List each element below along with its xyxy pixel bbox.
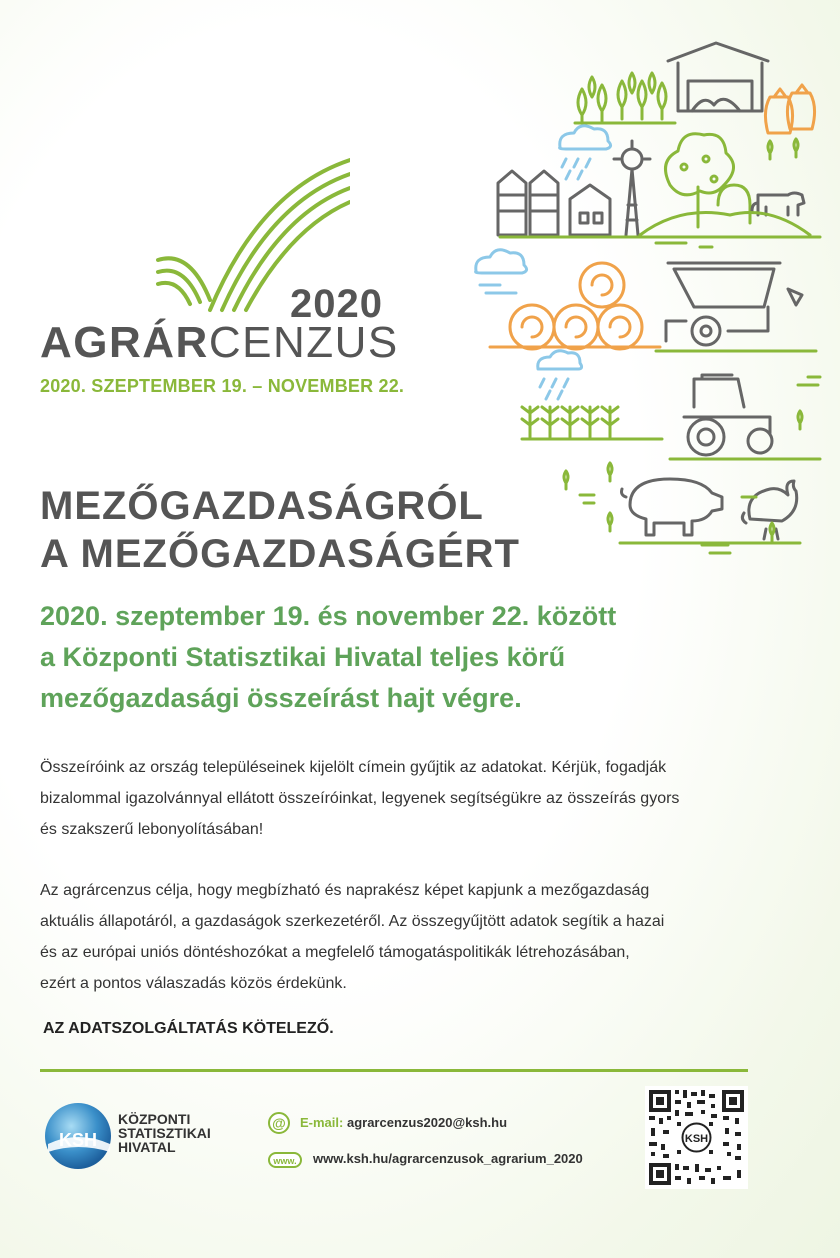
combine-harvester-icon	[666, 263, 802, 345]
email-label: E-mail:	[300, 1115, 344, 1130]
paragraph-line: és szakszerű lebonyolításában!	[40, 821, 264, 838]
farmhouse-icon	[570, 185, 610, 235]
mandatory-notice: AZ ADATSZOLGÁLTATÁS KÖTELEZŐ.	[43, 1020, 334, 1037]
ksh-logo-icon	[40, 1100, 120, 1172]
logo-wordmark-light: CENZUS	[208, 318, 399, 367]
headline-line: MEZŐGAZDASÁGRÓL	[40, 484, 484, 528]
headline-line: A MEZŐGAZDASÁGÉRT	[40, 532, 520, 576]
footer-divider	[40, 1069, 748, 1072]
qr-code-image[interactable]	[645, 1086, 748, 1189]
body-paragraph-1	[40, 752, 740, 845]
cloud-icon	[476, 250, 527, 293]
census-dates: 2020. SZEPTEMBER 19. – NOVEMBER 22.	[40, 376, 405, 396]
crop-plants-icon	[575, 73, 675, 123]
email-contact[interactable]	[300, 1115, 507, 1130]
www-icon	[268, 1150, 304, 1170]
subheadline-line: 2020. szeptember 19. és november 22. között	[40, 601, 617, 631]
logo-wordmark-bold: AGRÁR	[40, 318, 209, 367]
ksh-name-line: KÖZPONTI	[118, 1111, 191, 1127]
subheadline-line: a Központi Statisztikai Hivatal teljes körű	[40, 642, 566, 672]
paragraph-line: Az agrárcenzus célja, hogy megbízható és naprakész képet kapjunk a mezőgazdaság	[40, 882, 650, 899]
windmill-icon	[614, 141, 650, 235]
paragraph-line: bizalommal igazolvánnyal ellátott összeíróinkat, legyenek segítségükre az összeírás gyors	[40, 790, 680, 807]
qr-center-label: KSH	[684, 1133, 709, 1145]
body-paragraph-2	[40, 875, 740, 999]
paragraph-line: és az európai uniós döntéshozókat a megfelelő támogatáspolitikák létrehozásában,	[40, 944, 630, 961]
tractor-icon	[684, 375, 772, 455]
logo-year: 2020	[290, 282, 383, 326]
www-label: www.	[273, 1156, 297, 1166]
email-link[interactable]: agrarcenzus2020@ksh.hu	[346, 1115, 508, 1130]
corn-field-icon	[522, 407, 662, 439]
barn-icon	[668, 43, 768, 111]
main-headline	[40, 482, 680, 578]
ksh-name-line: STATISZTIKAI	[118, 1125, 211, 1141]
ksh-logo-text: KSH	[58, 1130, 98, 1150]
silo-icon	[498, 171, 558, 235]
rain-cloud-icon	[538, 351, 582, 399]
email-at-symbol: @	[272, 1115, 286, 1131]
ksh-name-line: HIVATAL	[118, 1139, 176, 1155]
subheadline-line: mezőgazdasági összeírást hajt végre.	[40, 683, 522, 713]
paragraph-line: aktuális állapotáról, a gazdaságok szerkezetéről. Az összegyűjtött adatok segítik a hazai	[40, 913, 665, 930]
logo-wordmark	[40, 318, 399, 368]
paragraph-line: Összeíróink az ország településeinek kijelölt címein gyűjtik az adatokat. Kérjük, fogadják	[40, 759, 667, 776]
grain-sacks-icon	[765, 85, 814, 133]
ksh-organization-name	[118, 1112, 211, 1154]
paragraph-line: ezért a pontos válaszadás közös érdekünk.	[40, 975, 347, 992]
sub-headline	[40, 596, 720, 719]
website-link[interactable]: www.ksh.hu/agrarcenzusok_agrarium_2020	[313, 1151, 583, 1166]
hay-bales-icon	[490, 263, 660, 349]
email-at-icon	[268, 1112, 290, 1134]
rain-cloud-icon	[560, 126, 611, 179]
